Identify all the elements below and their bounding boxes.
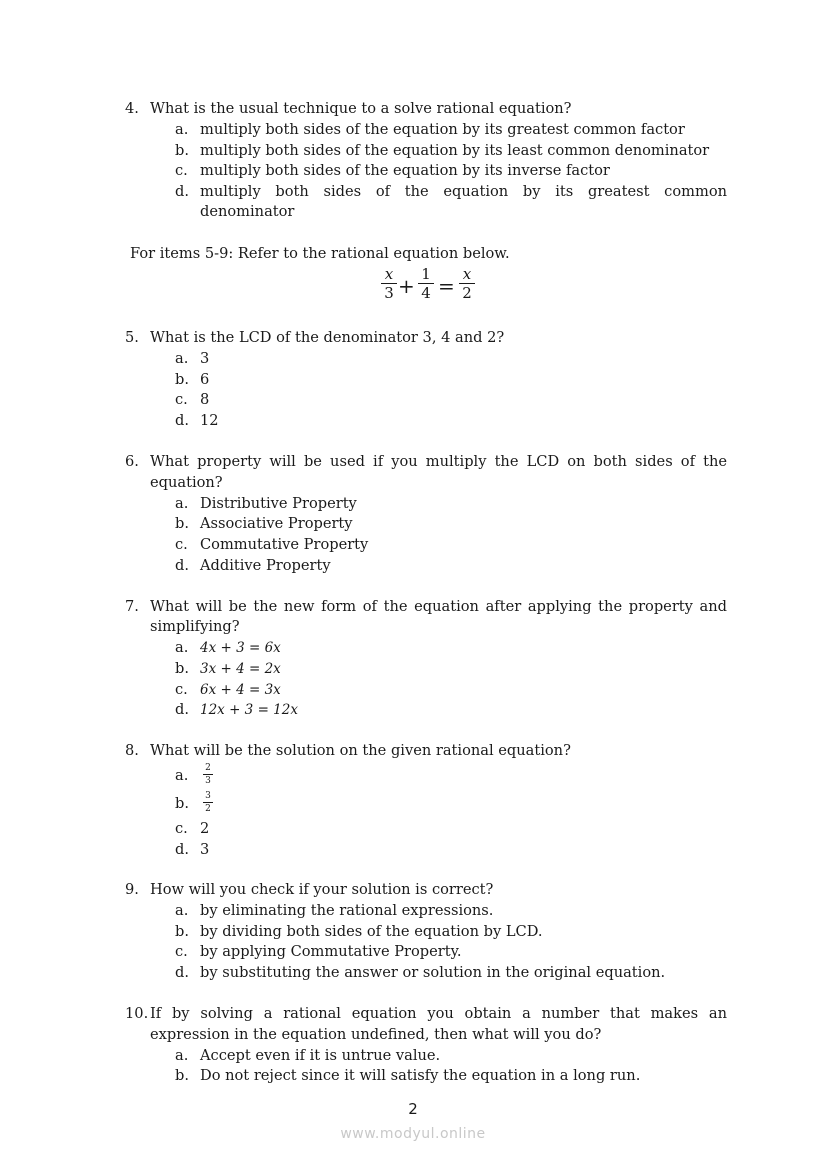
question-text: What property will be used if you multiply the LCD on both sides of the <box>150 453 727 470</box>
question-text-continued: expression in the equation undefined, then what will you do? <box>150 1026 602 1043</box>
denominator: 3 <box>384 284 394 302</box>
fraction <box>418 266 434 301</box>
fraction-bar <box>203 802 213 803</box>
question-text: What will be the new form of the equation after applying the property and <box>150 598 727 615</box>
choice-text: by applying Commutative Property. <box>200 943 462 960</box>
choice-letter: a. <box>175 639 189 656</box>
choice-text: by dividing both sides of the equation by LCD. <box>200 923 543 940</box>
denominator: 4 <box>421 284 431 302</box>
choice-letter: c. <box>175 943 188 960</box>
choice-letter: c. <box>175 681 188 698</box>
choice-letter: d. <box>175 841 189 858</box>
choice-text-continued: denominator <box>200 203 295 220</box>
question-text: If by solving a rational equation you obtain a number that makes an <box>150 1005 727 1022</box>
plus-sign: + <box>398 274 415 298</box>
choice-letter: c. <box>175 820 188 837</box>
choice-text: Do not reject since it will satisfy the equation in a long run. <box>200 1067 641 1084</box>
question-text-continued: equation? <box>150 474 223 491</box>
choice-letter: c. <box>175 162 188 179</box>
choice-letter: d. <box>175 557 189 574</box>
choice-letter: a. <box>175 121 189 138</box>
choice-text: 3 <box>200 350 210 367</box>
question-text: What is the LCD of the denominator 3, 4 and 2? <box>150 329 505 346</box>
choice-equation: 3x + 4 = 2x <box>200 661 281 677</box>
numerator: 2 <box>205 763 211 773</box>
question-number: 8. <box>125 742 139 759</box>
choice-text: 3 <box>200 841 210 858</box>
choice-text: 2 <box>200 820 210 837</box>
question-text-continued: simplifying? <box>150 618 240 635</box>
choice-letter: d. <box>175 964 189 981</box>
question-number: 7. <box>125 598 139 615</box>
choice-letter: b. <box>175 142 189 159</box>
question-number: 10. <box>125 1005 149 1022</box>
choice-text: 6 <box>200 371 210 388</box>
choice-fraction <box>202 763 214 786</box>
question-number: 4. <box>125 100 139 117</box>
choice-letter: b. <box>175 923 189 940</box>
denominator: 3 <box>205 776 211 786</box>
choice-text: Additive Property <box>200 557 331 574</box>
choice-text: multiply both sides of the equation by its greatest common factor <box>200 121 685 138</box>
numerator: 1 <box>421 265 431 283</box>
instructions-text: For items 5-9: Refer to the rational equation below. <box>130 245 510 262</box>
numerator: 3 <box>205 791 211 801</box>
fraction <box>459 266 475 301</box>
choice-equation: 6x + 4 = 3x <box>200 682 281 698</box>
choice-letter: a. <box>175 902 189 919</box>
question-text: What will be the solution on the given rational equation? <box>150 742 571 759</box>
choice-letter: b. <box>175 371 189 388</box>
question-number: 9. <box>125 881 139 898</box>
choice-text: Commutative Property <box>200 536 369 553</box>
numerator: x <box>462 265 472 283</box>
choice-text: by substituting the answer or solution in the original equation. <box>200 964 666 981</box>
choice-text: multiply both sides of the equation by its greatest common <box>200 183 727 200</box>
fraction-bar <box>203 774 213 775</box>
choice-text: multiply both sides of the equation by its least common denominator <box>200 142 710 159</box>
choice-fraction <box>202 791 214 814</box>
choice-letter: a. <box>175 495 189 512</box>
choice-letter: b. <box>175 660 189 677</box>
page-number: 2 <box>408 1100 418 1118</box>
choice-equation: 4x + 3 = 6x <box>200 640 281 656</box>
choice-letter: b. <box>175 1067 189 1084</box>
numerator: x <box>384 265 394 283</box>
choice-text: by eliminating the rational expressions. <box>200 902 494 919</box>
choice-text: 12 <box>200 412 219 429</box>
question-text: What is the usual technique to a solve rational equation? <box>150 100 572 117</box>
choice-text: Distributive Property <box>200 495 357 512</box>
choice-equation: 12x + 3 = 12x <box>200 702 298 718</box>
choice-letter: c. <box>175 391 188 408</box>
choice-letter: d. <box>175 701 189 718</box>
choice-letter: a. <box>175 767 189 784</box>
denominator: 2 <box>205 804 211 814</box>
equals-sign: = <box>438 274 455 298</box>
choice-letter: d. <box>175 412 189 429</box>
question-number: 6. <box>125 453 139 470</box>
choice-text: Accept even if it is untrue value. <box>200 1047 441 1064</box>
choice-text: Associative Property <box>200 515 353 532</box>
question-number: 5. <box>125 329 139 346</box>
question-text: How will you check if your solution is correct? <box>150 881 494 898</box>
choice-letter: c. <box>175 536 188 553</box>
choice-letter: b. <box>175 515 189 532</box>
denominator: 2 <box>462 284 472 302</box>
watermark: www.modyul.online <box>340 1126 486 1142</box>
choice-text: multiply both sides of the equation by its inverse factor <box>200 162 610 179</box>
choice-letter: a. <box>175 350 189 367</box>
choice-letter: b. <box>175 795 189 812</box>
choice-letter: d. <box>175 183 189 200</box>
fraction <box>381 266 397 301</box>
choice-text: 8 <box>200 391 210 408</box>
choice-letter: a. <box>175 1047 189 1064</box>
